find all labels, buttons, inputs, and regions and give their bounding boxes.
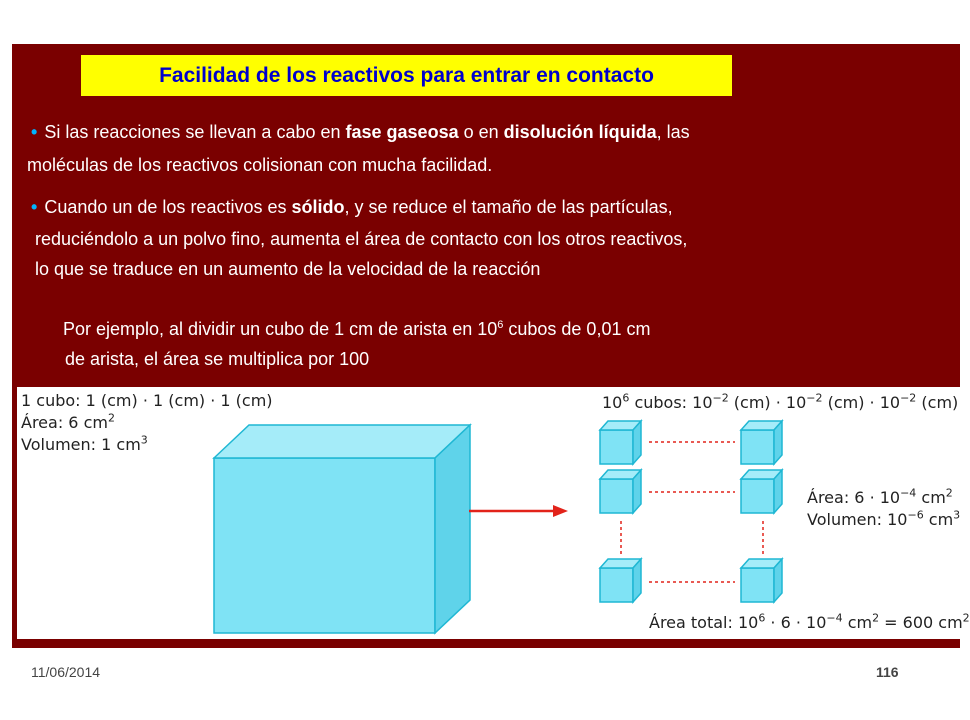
example-paragraph: [63, 314, 650, 374]
large-cube-volume-exp: 3: [140, 433, 148, 447]
total-text-a: Área total: 10: [649, 613, 759, 632]
total-result-exp: 2: [962, 611, 970, 625]
exp-b: −2: [806, 391, 823, 405]
total-exp-b: −4: [826, 611, 843, 625]
bullet-2-line-3: lo que se traduce en un aumento de la velocidad de la reacción: [35, 259, 541, 279]
total-result: = 600 cm: [879, 613, 963, 632]
small-cube-icon: [600, 470, 641, 513]
total-exp-a: 6: [758, 611, 766, 625]
dim-b: (cm) · 10: [822, 393, 901, 412]
bullet-2-line-1: [31, 191, 687, 224]
small-volume-unit-exp: 3: [953, 508, 961, 522]
bullet-1-text-a: Si las reacciones se llevan a cabo en: [44, 122, 346, 142]
dim-a: (cm) · 10: [728, 393, 807, 412]
bullet-2-text-a: Cuando un de los reactivos es: [44, 197, 292, 217]
total-unit: cm: [842, 613, 873, 632]
bullet-1-text-c: , las: [656, 122, 690, 142]
bullet-dot-icon: •: [31, 197, 38, 217]
small-area-exp: −4: [900, 486, 917, 500]
bullet-dot-icon: •: [31, 122, 38, 142]
small-area-unit: cm: [916, 488, 946, 507]
bullet-paragraph-1: [27, 116, 690, 182]
cubes-count-exp: 6: [622, 391, 630, 405]
total-text-b: · 6 · 10: [765, 613, 827, 632]
example-line-2: de arista, el área se multiplica por 100: [65, 349, 370, 369]
large-cube-label: [21, 390, 273, 456]
bullet-1-line-1: [31, 116, 690, 149]
small-cube-icon: [741, 470, 782, 513]
small-volume-text: Volumen: 10: [807, 510, 908, 529]
example-exponent: 6: [497, 319, 504, 331]
bullet-paragraph-2: [31, 191, 687, 284]
bullet-2-text-b: , y se reduce el tamaño de las partículas,: [344, 197, 673, 217]
small-cube-label: [807, 487, 960, 531]
bullet-2-line-2: reduciéndolo a un polvo fino, aumenta el área de contacto con los otros reactivos,: [35, 229, 688, 249]
example-line-1: [63, 314, 650, 344]
bullet-2-bold-solid: sólido: [291, 197, 345, 217]
small-area-text: Área: 6 · 10: [807, 488, 901, 507]
small-cube-area: [807, 487, 960, 509]
large-cube-icon: [214, 425, 470, 633]
large-cube-volume-text: Volumen: 1 cm: [21, 435, 141, 454]
small-cube-icon: [600, 421, 641, 464]
small-volume-exp: −6: [907, 508, 924, 522]
cube-figure: [17, 387, 970, 639]
large-cube-area-text: Área: 6 cm: [21, 413, 108, 432]
arrow-right-icon: [469, 505, 568, 517]
cubes-text: cubos: 10: [629, 393, 713, 412]
example-text-b: cubos de 0,01 cm: [503, 319, 651, 339]
bullet-1-text-b: o en: [458, 122, 504, 142]
exp-c: −2: [900, 391, 917, 405]
small-cube-icon: [600, 559, 641, 602]
small-area-unit-exp: 2: [945, 486, 953, 500]
slide-title: Facilidad de los reactivos para entrar en contacto: [81, 55, 732, 96]
total-unit-exp: 2: [872, 611, 880, 625]
bullet-1-bold-gas: fase gaseosa: [345, 122, 459, 142]
small-cube-icon: [741, 559, 782, 602]
exp-a: −2: [712, 391, 729, 405]
small-volume-unit: cm: [923, 510, 954, 529]
small-cubes-dimensions: [602, 392, 958, 414]
large-cube-volume: [21, 434, 273, 456]
small-cube-icon: [741, 421, 782, 464]
dim-c: (cm): [916, 393, 959, 412]
footer-date: 11/06/2014: [31, 664, 101, 680]
bullet-1-bold-liquid: disolución líquida: [503, 122, 657, 142]
large-cube-area-exp: 2: [107, 411, 115, 425]
footer-page-number: 116: [876, 664, 899, 680]
total-area: [649, 612, 970, 634]
bullet-1-line-2: moléculas de los reactivos colisionan con mucha facilidad.: [27, 155, 493, 175]
example-text-a: Por ejemplo, al dividir un cubo de 1 cm de arista en 10: [63, 319, 498, 339]
small-cube-volume: [807, 509, 960, 531]
cubes-count-base: 10: [602, 393, 623, 412]
large-cube-dimensions: 1 cubo: 1 (cm) · 1 (cm) · 1 (cm): [21, 391, 273, 410]
large-cube-area: [21, 412, 273, 434]
